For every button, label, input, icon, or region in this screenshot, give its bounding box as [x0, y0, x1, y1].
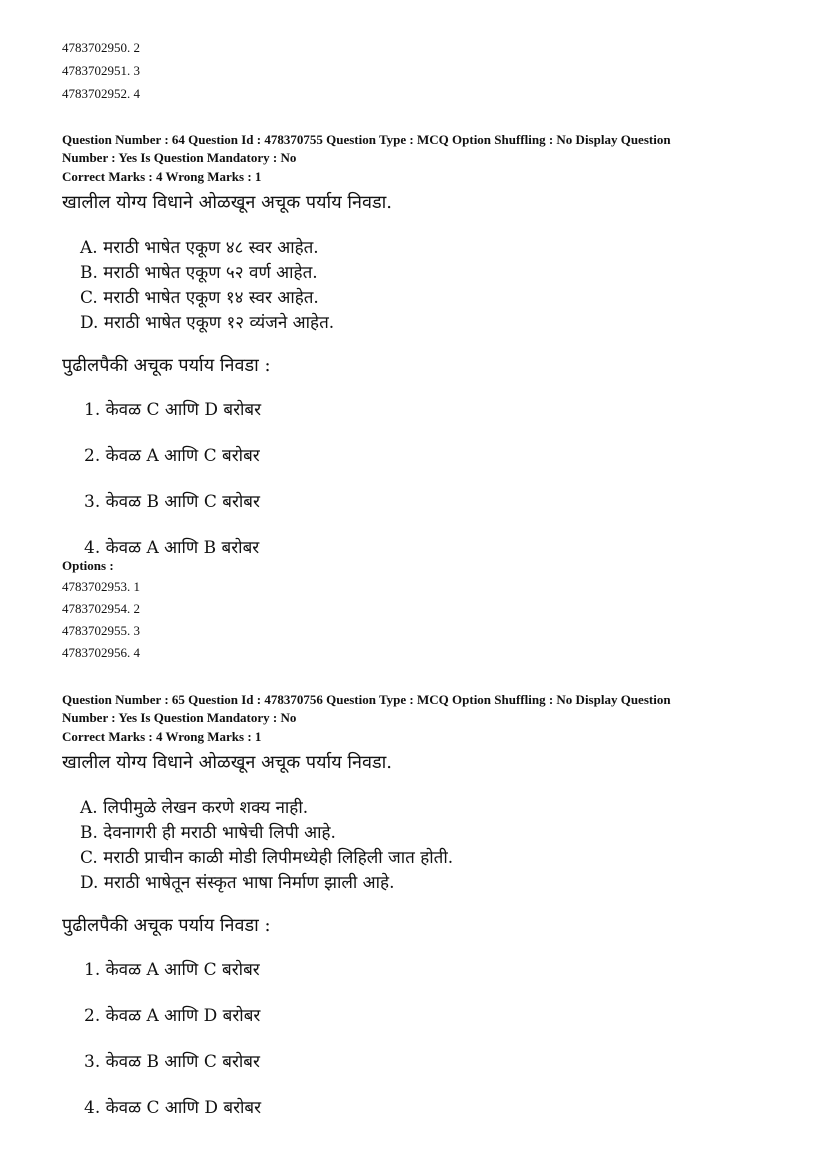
question-prompt: खालील योग्य विधाने ओळखून अचूक पर्याय निवडा. — [62, 192, 393, 213]
question-meta-line2: Number : Yes Is Question Mandatory : No — [62, 150, 297, 165]
question-marks: Correct Marks : 4 Wrong Marks : 1 — [62, 729, 262, 744]
question-meta-line1: Question Number : 64 Question Id : 478370755 Question Type : MCQ Option Shuffling : No Display Question — [62, 132, 671, 147]
option-id: 4783702954. 2 — [62, 601, 140, 616]
choice-3: 3. केवळ B आणि C बरोबर — [84, 492, 260, 512]
prev-option-id: 4783702951. 3 — [62, 63, 140, 78]
choice-3: 3. केवळ B आणि C बरोबर — [84, 1052, 260, 1072]
question-meta-line2: Number : Yes Is Question Mandatory : No — [62, 710, 297, 725]
sub-prompt: पुढीलपैकी अचूक पर्याय निवडा : — [62, 355, 271, 376]
choice-4: 4. केवळ A आणि B बरोबर — [84, 538, 260, 558]
question-marks: Correct Marks : 4 Wrong Marks : 1 — [62, 169, 262, 184]
statement-a: A. मराठी भाषेत एकूण ४८ स्वर आहेत. — [80, 238, 319, 258]
statement-d: D. मराठी भाषेतून संस्कृत भाषा निर्माण झाली आहे. — [80, 873, 395, 893]
option-id: 4783702955. 3 — [62, 623, 140, 638]
option-id: 4783702956. 4 — [62, 645, 140, 660]
statement-b: B. देवनागरी ही मराठी भाषेची लिपी आहे. — [80, 823, 336, 843]
statement-b: B. मराठी भाषेत एकूण ५२ वर्ण आहेत. — [80, 263, 318, 283]
statement-d: D. मराठी भाषेत एकूण १२ व्यंजने आहेत. — [80, 313, 335, 333]
sub-prompt: पुढीलपैकी अचूक पर्याय निवडा : — [62, 915, 271, 936]
prev-option-id: 4783702950. 2 — [62, 40, 140, 55]
prev-option-id: 4783702952. 4 — [62, 86, 140, 101]
question-meta-line1: Question Number : 65 Question Id : 478370756 Question Type : MCQ Option Shuffling : No Display Question — [62, 692, 671, 707]
choice-2: 2. केवळ A आणि D बरोबर — [84, 1006, 261, 1026]
choice-1: 1. केवळ A आणि C बरोबर — [84, 960, 260, 980]
choice-1: 1. केवळ C आणि D बरोबर — [84, 400, 262, 420]
option-id: 4783702953. 1 — [62, 579, 140, 594]
statement-a: A. लिपीमुळे लेखन करणे शक्य नाही. — [80, 798, 309, 818]
statement-c: C. मराठी प्राचीन काळी मोडी लिपीमध्येही लिहिली जात होती. — [80, 848, 454, 868]
options-label: Options : — [62, 558, 114, 573]
statement-c: C. मराठी भाषेत एकूण १४ स्वर आहेत. — [80, 288, 319, 308]
question-prompt: खालील योग्य विधाने ओळखून अचूक पर्याय निवडा. — [62, 752, 393, 773]
choice-2: 2. केवळ A आणि C बरोबर — [84, 446, 260, 466]
choice-4: 4. केवळ C आणि D बरोबर — [84, 1098, 262, 1118]
